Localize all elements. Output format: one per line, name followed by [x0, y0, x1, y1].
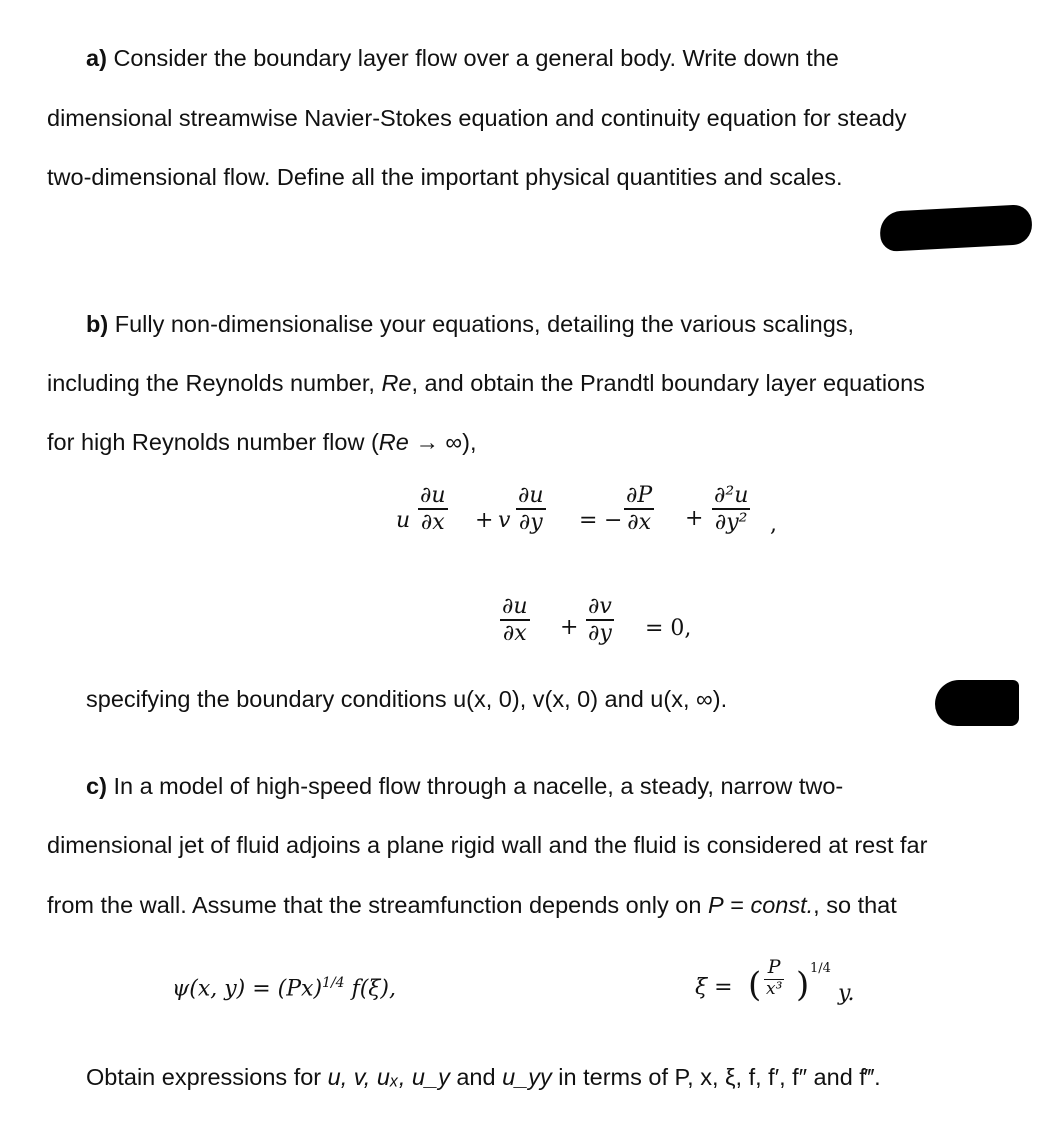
- final-instruction-line: [86, 1066, 881, 1090]
- num: ∂u: [502, 594, 528, 619]
- num: ∂²u: [714, 483, 749, 508]
- frac-dv-dy: [586, 594, 614, 646]
- part-c-line-3: [47, 894, 897, 918]
- num: ∂u: [420, 483, 446, 508]
- part-b-text-2a: including the Reynolds number,: [47, 370, 382, 396]
- frac-du-dy: [516, 483, 546, 535]
- frac-du-dx-cont: [500, 594, 530, 646]
- const-text: const.: [750, 892, 814, 918]
- part-a-label: a): [86, 45, 107, 71]
- final-vars: u, v, uₓ, u_y: [327, 1064, 450, 1090]
- paren-open: (: [748, 965, 762, 1005]
- part-a-line-2: dimensional streamwise Navier-Stokes equation and continuity equation for steady: [47, 105, 907, 131]
- part-a-text-1: Consider the boundary layer flow over a general body. Write down the: [113, 45, 839, 71]
- part-b-text-3a: for high Reynolds number flow (: [47, 429, 379, 455]
- part-b-line-3: [47, 431, 476, 455]
- frac-d2u-dy2: [712, 483, 750, 535]
- final-uyy: u_yy: [502, 1064, 552, 1090]
- streamfunction-equation: [172, 975, 396, 1001]
- reynolds-number: Re: [381, 370, 412, 396]
- den: ∂x: [627, 509, 651, 535]
- part-c-line-1: [86, 775, 843, 799]
- part-c-line-2: dimensional jet of fluid adjoins a plane rigid wall and the fluid is considered at rest far: [47, 832, 928, 858]
- final-pre: Obtain expressions for: [86, 1064, 328, 1090]
- xi-y: y.: [838, 981, 855, 1006]
- part-b-line-1: [86, 313, 854, 337]
- den: ∂y²: [714, 509, 748, 535]
- part-c-label: c): [86, 773, 107, 799]
- den: ∂y: [588, 620, 612, 646]
- part-b-text-1: Fully non-dimensionalise your equations, detailing the various scalings,: [114, 311, 855, 337]
- part-c-text-3a: from the wall. Assume that the streamfunction depends only on: [47, 892, 708, 918]
- reynolds-number-2: Re: [378, 429, 409, 455]
- eq-equals: =: [579, 508, 598, 533]
- part-a-line-1: [86, 47, 839, 71]
- part-b-text-3b: → ∞),: [408, 429, 477, 455]
- den: x³: [766, 979, 783, 1000]
- eq-plus-1: +: [475, 508, 494, 533]
- cont-rhs: = 0,: [645, 616, 692, 641]
- frac-du-dx: [418, 483, 448, 535]
- num: ∂P: [626, 483, 653, 508]
- psi-exponent: 1/4: [322, 975, 345, 991]
- num: ∂u: [518, 483, 544, 508]
- eq-minus: −: [604, 508, 623, 533]
- den: ∂y: [518, 509, 543, 535]
- eq-comma: ,: [770, 512, 777, 537]
- final-and: and: [449, 1064, 503, 1090]
- frac-dp-dx: [624, 483, 654, 535]
- eq-plus-2: +: [685, 506, 704, 531]
- psi-lhs: ψ(x, y) = (Px): [172, 976, 323, 1002]
- num: P: [767, 956, 781, 978]
- paren-close: ): [796, 965, 810, 1005]
- final-post: in terms of P, x, ξ, f, f′, f″ and f‴.: [551, 1064, 881, 1090]
- part-b-label: b): [86, 311, 109, 337]
- eq-v: v: [498, 508, 511, 533]
- p-symbol: P: [707, 892, 724, 918]
- part-c-text-3b: , so that: [813, 892, 897, 918]
- num: ∂v: [588, 594, 612, 619]
- psi-rhs: f(ξ),: [351, 976, 396, 1002]
- part-b-text-2b: , and obtain the Prandtl boundary layer equations: [411, 370, 925, 396]
- part-c-text-1: In a model of high-speed flow through a nacelle, a steady, narrow two-: [113, 773, 844, 799]
- redaction-mark-1: [879, 204, 1033, 252]
- equals-text: =: [723, 892, 751, 918]
- redaction-mark-2: [935, 680, 1019, 726]
- xi-exponent: 1/4: [810, 961, 831, 976]
- xi-lhs: ξ =: [695, 975, 733, 1000]
- boundary-conditions-line: specifying the boundary conditions u(x, 0), v(x, 0) and u(x, ∞).: [86, 686, 728, 712]
- part-b-line-2: [47, 372, 925, 396]
- cont-plus: +: [560, 615, 579, 640]
- frac-p-x3: [764, 957, 784, 1000]
- eq-u: u: [396, 508, 411, 533]
- part-a-line-3: two-dimensional flow. Define all the important physical quantities and scales.: [47, 164, 843, 190]
- den: ∂x: [502, 620, 527, 646]
- den: ∂x: [420, 509, 445, 535]
